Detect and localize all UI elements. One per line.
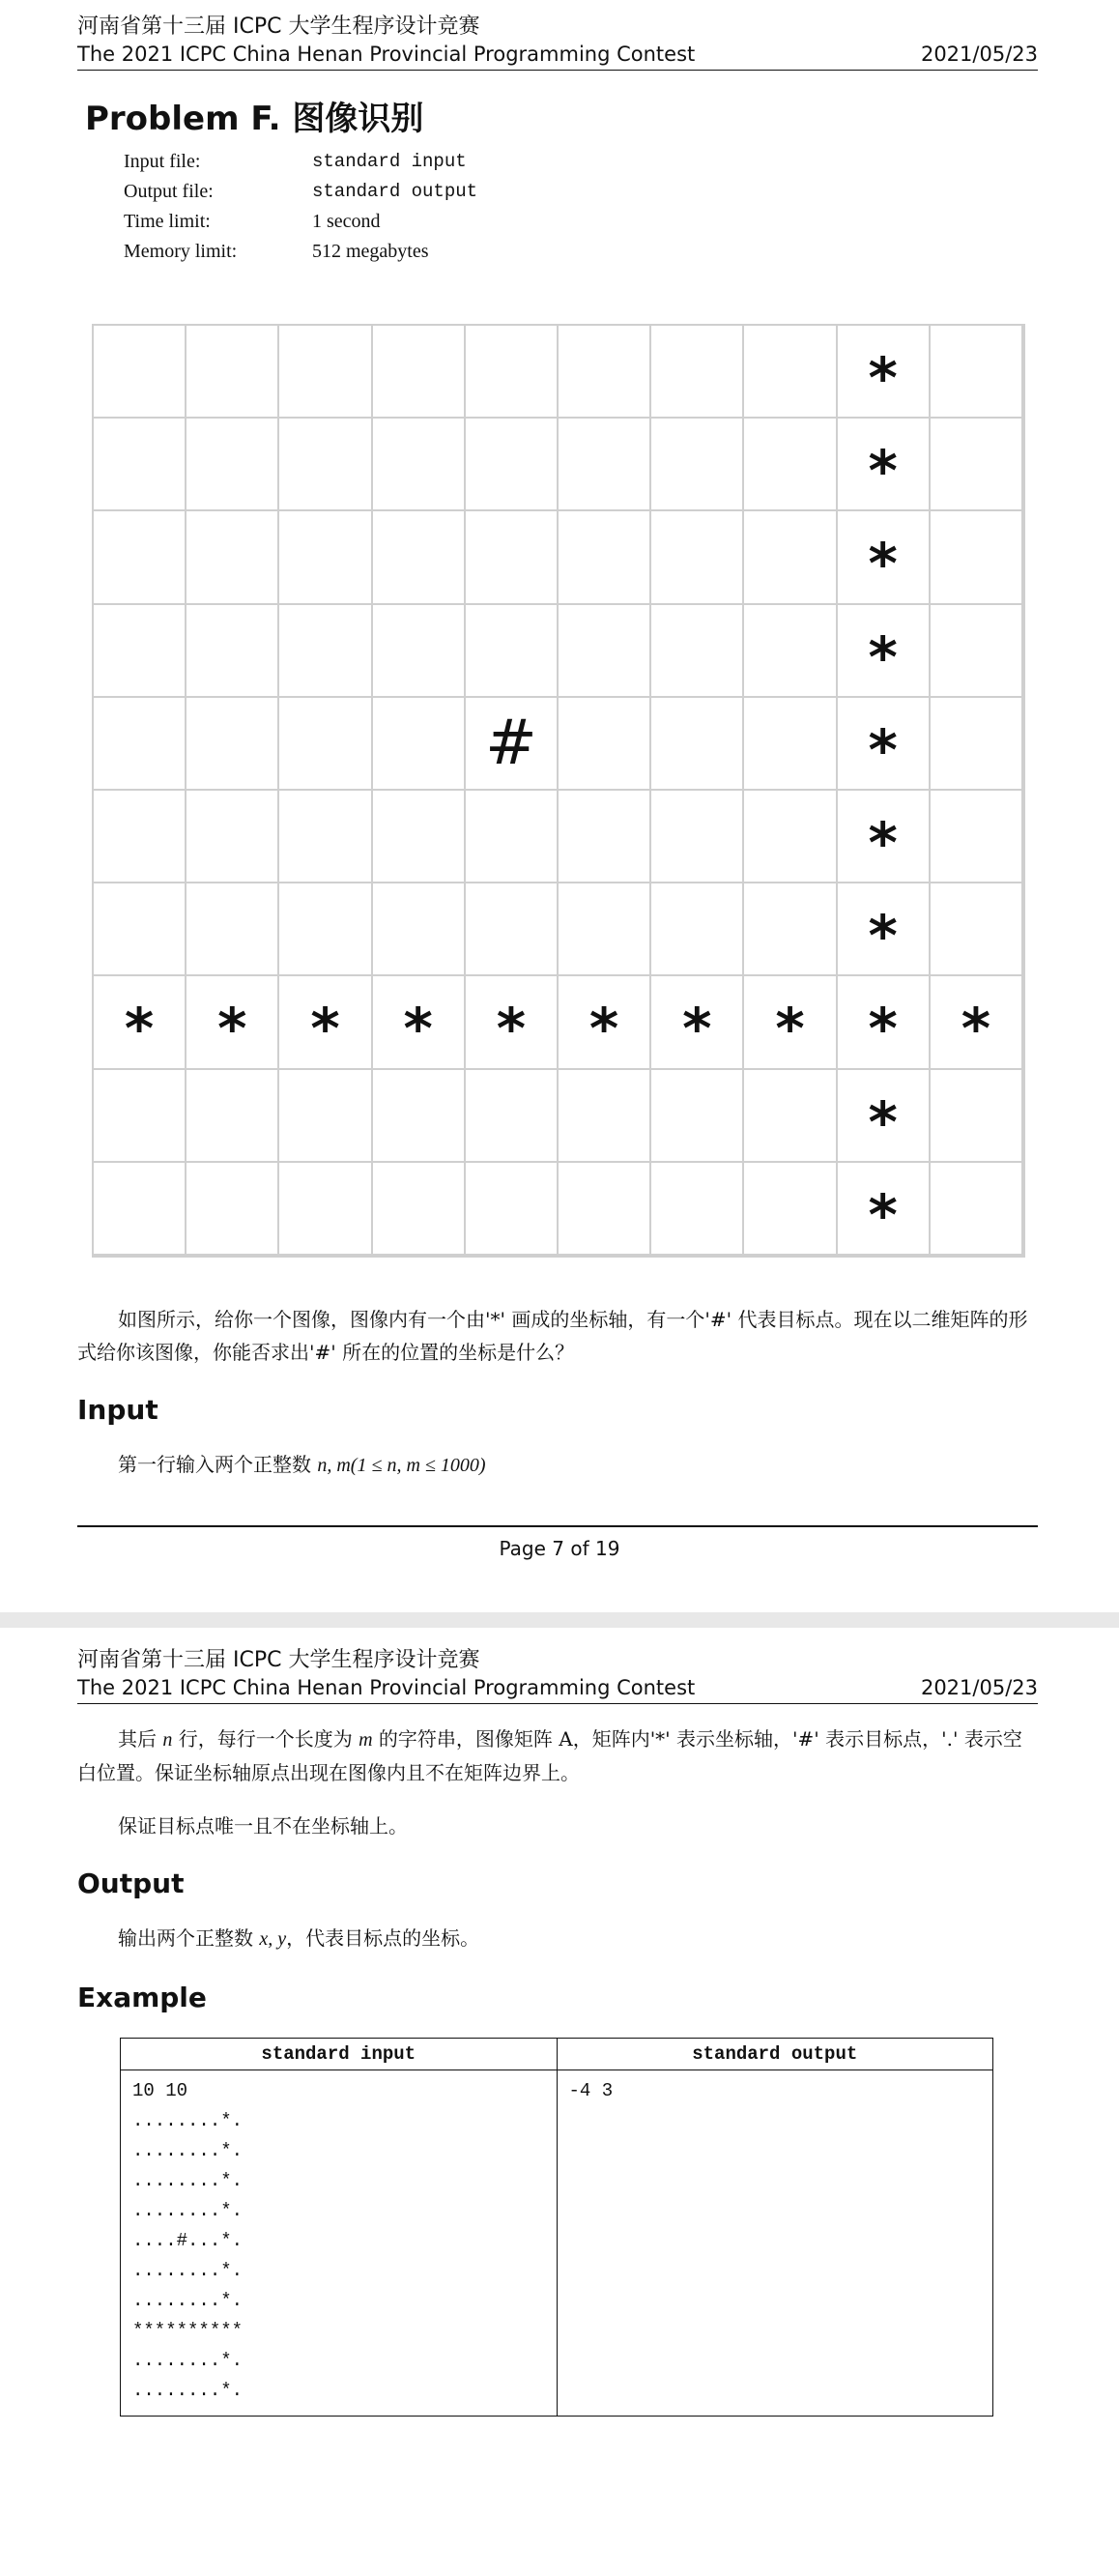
empty-cell (373, 1163, 466, 1256)
example-output-cell[interactable] (557, 2070, 993, 2417)
example-line: ........*. (132, 2140, 244, 2161)
text: ，代表目标点的坐标。 (286, 1926, 480, 1950)
empty-cell (744, 1163, 837, 1256)
empty-cell (466, 326, 559, 419)
empty-cell (94, 1070, 186, 1163)
empty-cell (466, 1070, 559, 1163)
empty-cell (651, 791, 744, 883)
empty-cell (744, 605, 837, 698)
empty-cell (651, 1163, 744, 1256)
empty-cell (931, 791, 1023, 883)
empty-cell (373, 791, 466, 883)
example-line: ........*. (132, 2110, 244, 2131)
header-rule (77, 1703, 1038, 1704)
output-paragraph (77, 1922, 1038, 1955)
example-line: ........*. (132, 2200, 244, 2221)
empty-cell (931, 1070, 1023, 1163)
example-line: -4 3 (568, 2080, 614, 2101)
header-date: 2021/05/23 (920, 43, 1038, 66)
example-table (120, 2038, 993, 2417)
meta-row-input (124, 147, 477, 177)
empty-cell (744, 883, 837, 976)
empty-cell (559, 1163, 651, 1256)
example-line: ........*. (132, 2170, 244, 2191)
text: 行，每行一个长度为 (172, 1727, 359, 1751)
axis-star-cell: * (838, 791, 931, 883)
meta-row-memory (124, 237, 477, 267)
empty-cell (559, 791, 651, 883)
empty-cell (559, 1070, 651, 1163)
meta-key: Memory limit: (124, 241, 238, 262)
image-grid-figure (92, 324, 1025, 1258)
empty-cell (466, 883, 559, 976)
empty-cell (279, 511, 372, 604)
empty-cell (186, 883, 279, 976)
empty-cell (373, 698, 466, 791)
empty-cell (373, 511, 466, 604)
statement-paragraph: 如图所示，给你一个图像，图像内有一个由'*' 画成的坐标轴，有一个'#' 代表目标点。现在以二维矩阵的形式给你该图像，你能否求出'#' 所在的位置的坐标是什么？ (77, 1308, 1028, 1364)
axis-star-cell: * (838, 326, 931, 419)
empty-cell (744, 698, 837, 791)
example-line: ********** (132, 2320, 244, 2341)
page-header (77, 1647, 1038, 1704)
axis-star-cell: * (466, 976, 559, 1069)
empty-cell (744, 326, 837, 419)
example-heading: Example (77, 1982, 207, 2013)
header-english-title: The 2021 ICPC China Henan Provincial Programming Contest (77, 1676, 696, 1699)
axis-star-cell: * (559, 976, 651, 1069)
empty-cell (94, 419, 186, 511)
header-rule (77, 70, 1038, 71)
empty-cell (94, 605, 186, 698)
empty-cell (651, 419, 744, 511)
empty-cell (186, 419, 279, 511)
axis-star-cell: * (931, 976, 1023, 1069)
empty-cell (186, 511, 279, 604)
meta-key: Time limit: (124, 211, 211, 232)
example-output-header: standard output (557, 2039, 993, 2070)
output-heading: Output (77, 1867, 185, 1899)
meta-row-output (124, 177, 477, 207)
axis-star-cell: * (838, 605, 931, 698)
empty-cell (931, 883, 1023, 976)
page-separator (0, 1612, 1119, 1628)
empty-cell (373, 419, 466, 511)
empty-cell (466, 791, 559, 883)
axis-star-cell: * (838, 976, 931, 1069)
input-line-1 (77, 1448, 1038, 1482)
empty-cell (931, 419, 1023, 511)
page-number: Page 7 of 19 (499, 1537, 620, 1560)
empty-cell (279, 605, 372, 698)
empty-cell (466, 511, 559, 604)
math-m: m (359, 1729, 373, 1751)
axis-star-cell: * (838, 511, 931, 604)
meta-value: 512 megabytes (312, 241, 429, 262)
axis-star-cell: * (373, 976, 466, 1069)
empty-cell (279, 326, 372, 419)
header-date: 2021/05/23 (920, 1676, 1038, 1699)
example-line: 10 10 (132, 2080, 188, 2101)
header-chinese-title: 河南省第十三届 ICPC 大学生程序设计竞赛 (77, 1648, 480, 1672)
example-line: ....#...*. (132, 2230, 244, 2251)
empty-cell (559, 883, 651, 976)
empty-cell (651, 1070, 744, 1163)
empty-cell (279, 419, 372, 511)
example-input-cell[interactable] (121, 2070, 558, 2417)
empty-cell (279, 883, 372, 976)
problem-meta (124, 147, 477, 267)
example-line: ........*. (132, 2290, 244, 2311)
axis-star-cell: * (838, 1070, 931, 1163)
empty-cell (94, 883, 186, 976)
empty-cell (466, 419, 559, 511)
empty-cell (931, 698, 1023, 791)
empty-cell (186, 326, 279, 419)
empty-cell (559, 698, 651, 791)
input-paragraph-3: 保证目标点唯一且不在坐标轴上。 (118, 1814, 408, 1838)
axis-star-cell: * (651, 976, 744, 1069)
example-body-row (121, 2070, 993, 2417)
example-header-row (121, 2039, 993, 2070)
axis-star-cell: * (838, 883, 931, 976)
empty-cell (931, 1163, 1023, 1256)
empty-cell (279, 698, 372, 791)
header-english-title-row (77, 41, 1038, 68)
example-input-header: standard input (121, 2039, 558, 2070)
axis-star-cell: * (838, 419, 931, 511)
example-line: ........*. (132, 2380, 244, 2401)
empty-cell (744, 511, 837, 604)
empty-cell (94, 698, 186, 791)
empty-cell (186, 1163, 279, 1256)
axis-star-cell: * (838, 698, 931, 791)
math-xy: x, y (259, 1928, 287, 1950)
empty-cell (94, 511, 186, 604)
input-heading: Input (77, 1394, 158, 1426)
target-hash-cell: # (466, 698, 559, 791)
header-chinese-title: 河南省第十三届 ICPC 大学生程序设计竞赛 (77, 14, 480, 39)
axis-star-cell: * (744, 976, 837, 1069)
meta-row-time (124, 207, 477, 237)
text: 的字符串，图像矩阵 A，矩阵内'*' 表示坐标轴，'#' 表示目标点，'.' 表示空白位置。保证坐标轴原点出现在图像内且不在矩阵边界上。 (77, 1727, 1022, 1784)
empty-cell (373, 605, 466, 698)
empty-cell (931, 605, 1023, 698)
empty-cell (373, 326, 466, 419)
axis-star-cell: * (838, 1163, 931, 1256)
empty-cell (186, 698, 279, 791)
input-line-1-text: 第一行输入两个正整数 (118, 1453, 318, 1476)
empty-cell (651, 511, 744, 604)
empty-cell (559, 419, 651, 511)
axis-star-cell: * (186, 976, 279, 1069)
example-line: ........*. (132, 2260, 244, 2281)
empty-cell (373, 883, 466, 976)
empty-cell (559, 605, 651, 698)
empty-cell (279, 1163, 372, 1256)
axis-star-cell: * (94, 976, 186, 1069)
empty-cell (466, 605, 559, 698)
empty-cell (186, 791, 279, 883)
meta-value: standard output (312, 181, 478, 202)
empty-cell (744, 791, 837, 883)
empty-cell (744, 1070, 837, 1163)
page-header (77, 14, 1038, 71)
example-line: ........*. (132, 2350, 244, 2371)
empty-cell (94, 326, 186, 419)
empty-cell (94, 1163, 186, 1256)
empty-cell (931, 326, 1023, 419)
empty-cell (651, 883, 744, 976)
empty-cell (651, 326, 744, 419)
empty-cell (931, 511, 1023, 604)
empty-cell (744, 419, 837, 511)
empty-cell (559, 326, 651, 419)
text: 输出两个正整数 (118, 1926, 260, 1950)
meta-key: Input file: (124, 151, 201, 172)
empty-cell (651, 698, 744, 791)
input-line-1-math: n, m(1 ≤ n, m ≤ 1000) (317, 1455, 486, 1476)
axis-star-cell: * (279, 976, 372, 1069)
meta-value: standard input (312, 151, 467, 172)
text: 其后 (118, 1727, 163, 1751)
empty-cell (186, 605, 279, 698)
empty-cell (373, 1070, 466, 1163)
problem-title: Problem F. 图像识别 (85, 100, 424, 138)
empty-cell (651, 605, 744, 698)
empty-cell (279, 791, 372, 883)
empty-cell (94, 791, 186, 883)
meta-key: Output file: (124, 181, 214, 202)
header-english-title: The 2021 ICPC China Henan Provincial Programming Contest (77, 43, 696, 66)
empty-cell (466, 1163, 559, 1256)
empty-cell (559, 511, 651, 604)
math-n: n (162, 1729, 173, 1751)
footer-rule (77, 1525, 1038, 1527)
header-english-title-row (77, 1674, 1038, 1701)
empty-cell (279, 1070, 372, 1163)
input-paragraph-2 (77, 1722, 1038, 1789)
empty-cell (186, 1070, 279, 1163)
meta-value: 1 second (312, 211, 381, 232)
